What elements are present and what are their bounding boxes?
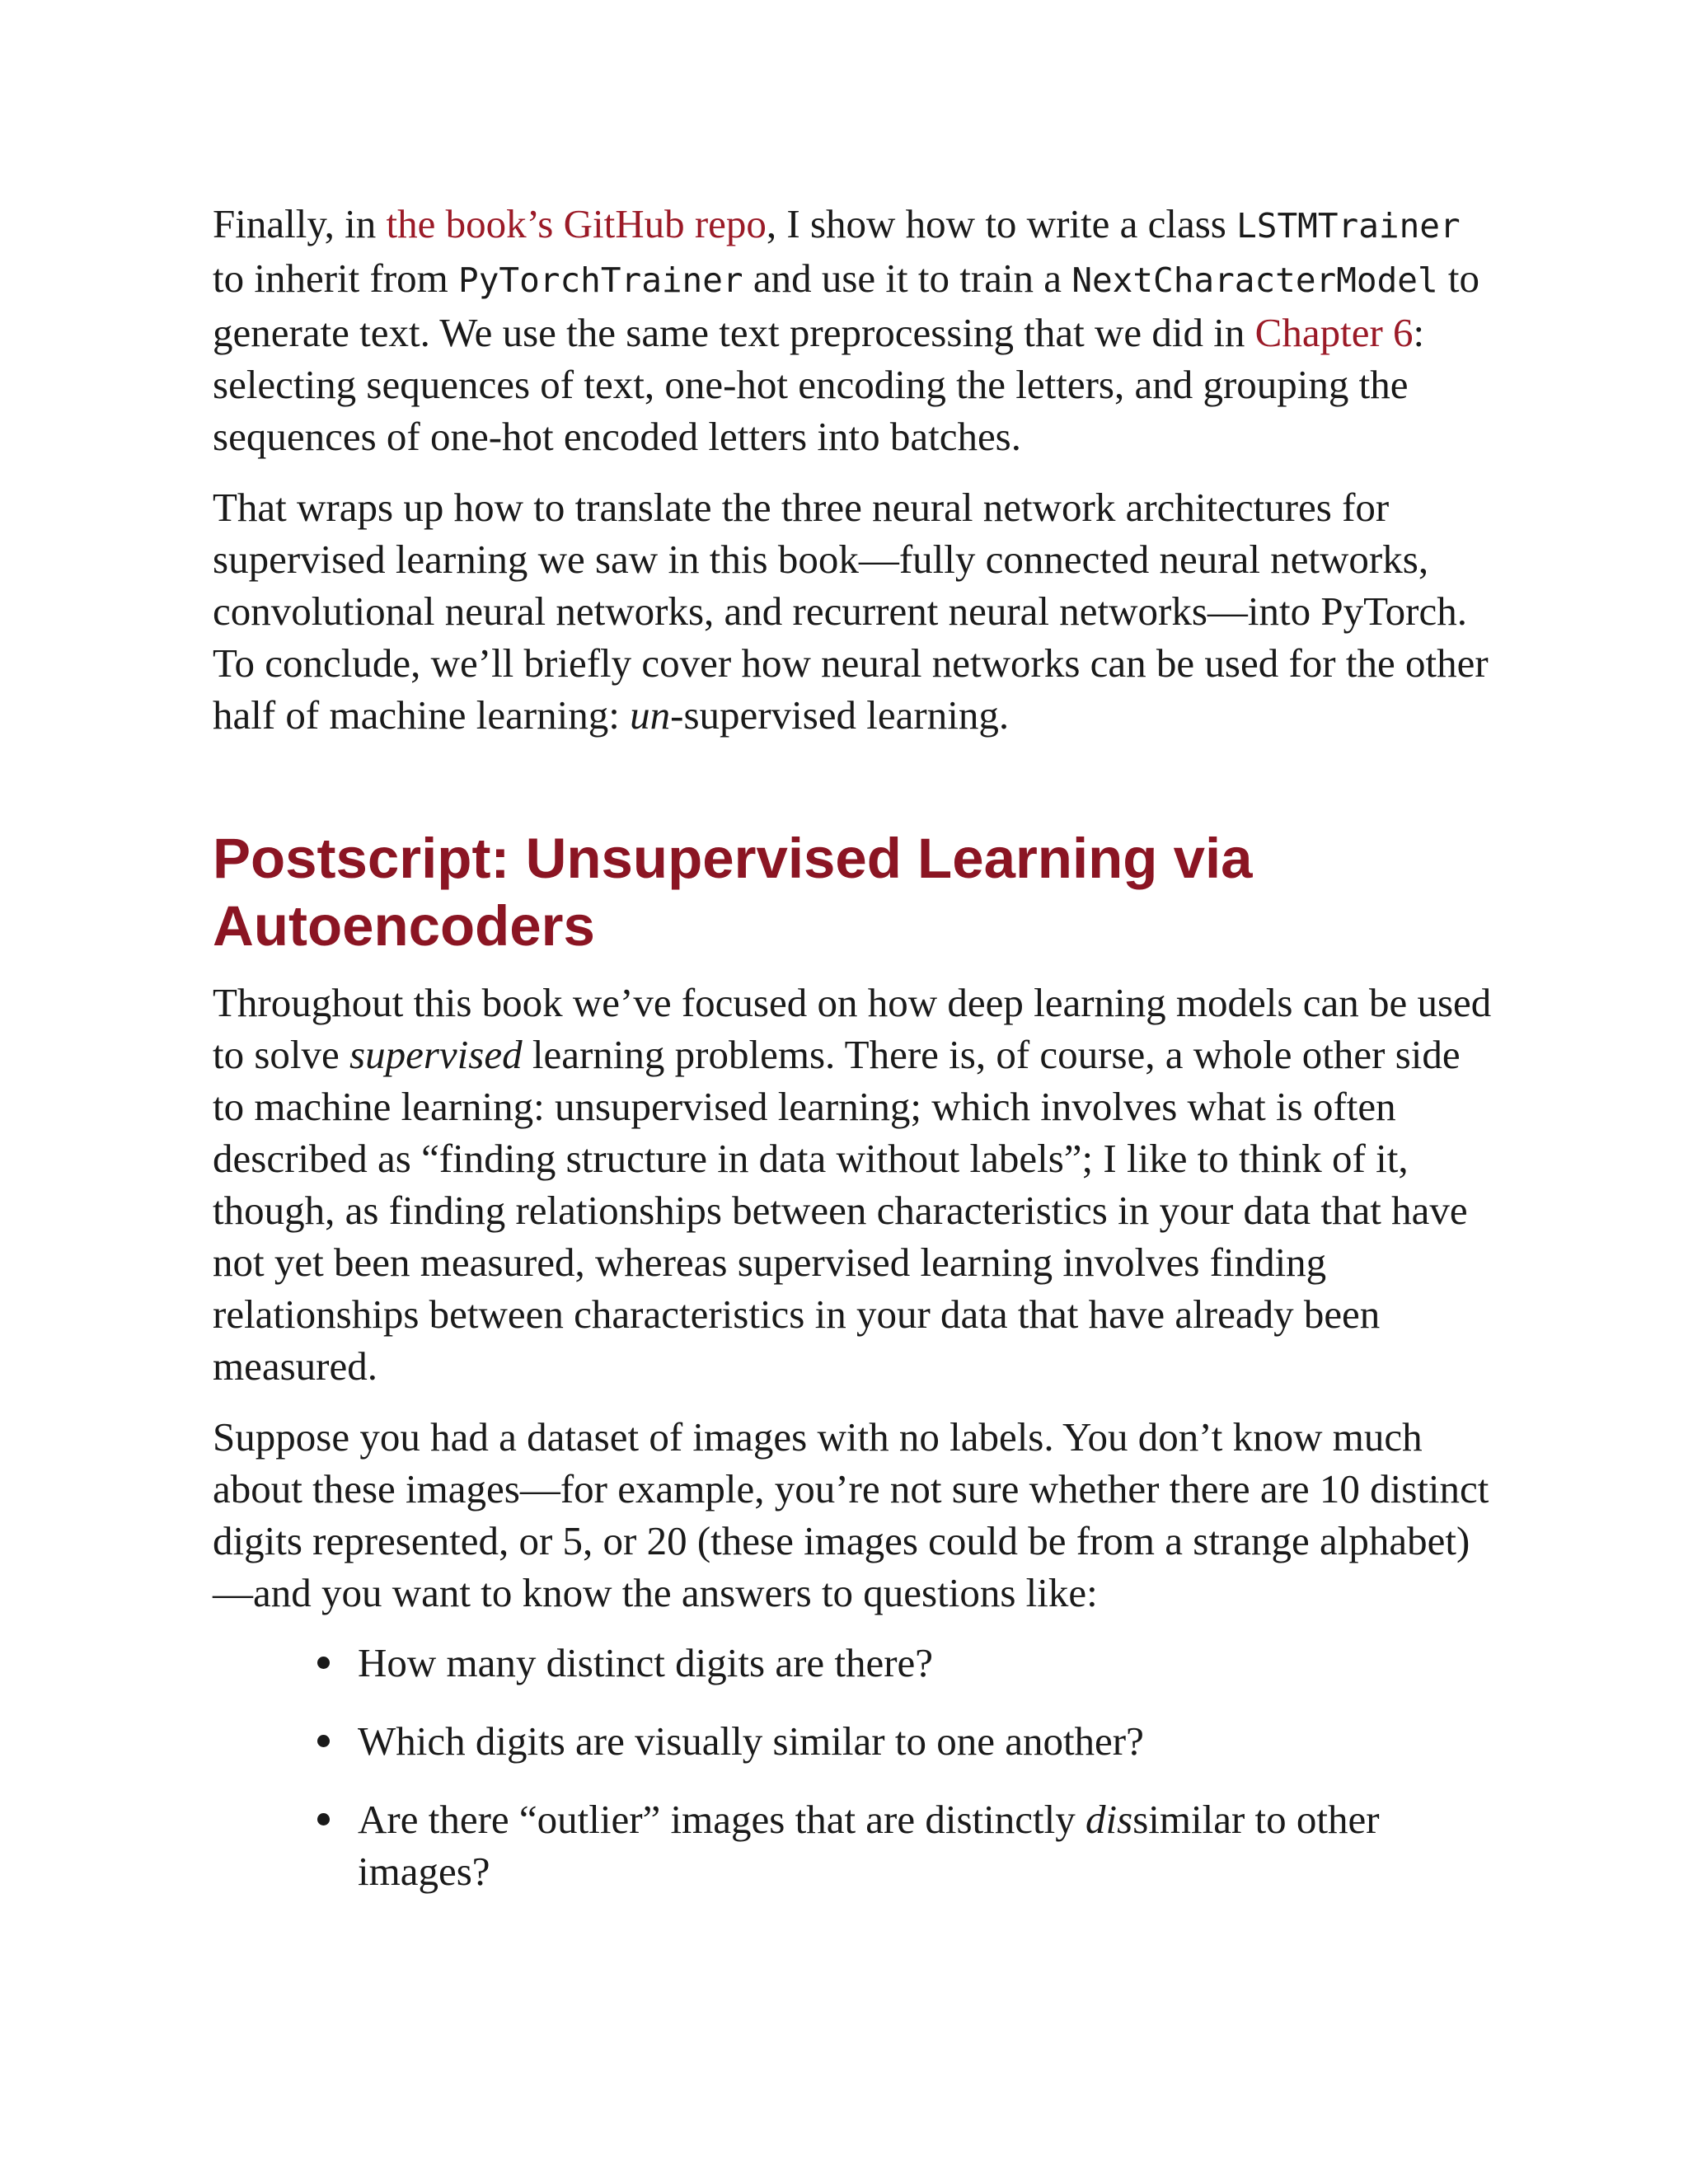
paragraph-unsupervised-intro (213, 977, 1498, 1392)
code-lstmtrainer: LSTMTrainer (1236, 206, 1461, 246)
emphasis-dis: dis (1085, 1797, 1133, 1842)
text-run: , I show how to write a class (766, 201, 1237, 246)
list-item-text: Which digits are visually similar to one another? (358, 1718, 1144, 1764)
bullet-icon (317, 1813, 330, 1825)
github-repo-link[interactable]: the book’s GitHub repo (386, 201, 767, 246)
list-item (358, 1793, 1498, 1897)
paragraph-unlabeled-images (213, 1411, 1498, 1619)
section-heading: Postscript: Unsupervised Learning via Autoencoders (213, 827, 1253, 958)
code-pytorchtrainer: PyTorchTrainer (458, 260, 743, 300)
list-item (358, 1715, 1498, 1767)
list-item (358, 1637, 1498, 1689)
list-item-text: similar to other images? (358, 1797, 1380, 1894)
paragraph-lstm-trainer (213, 198, 1498, 462)
emphasis-un: un (630, 692, 671, 738)
text-run: Throughout this book we’ve focused on how deep learning models can be used to solve (213, 980, 1492, 1077)
chapter-6-link[interactable]: Chapter 6 (1254, 310, 1414, 355)
bullet-icon (317, 1657, 330, 1669)
text-run: and use it to train a (743, 255, 1072, 301)
text-run: That wraps up how to translate the three neural network architectures for supervised learning we saw in this book—fully connected neural networks, convolutional neural networks, and recurrent neural networks—into PyTorch. To conclude, we’ll briefly cover how neural networks can be used for the other half of machine learning: (213, 485, 1489, 738)
page-content (213, 198, 1498, 1924)
code-nextcharactermodel: NextCharacterModel (1071, 260, 1438, 300)
text-run: : selecting sequences of text, one-hot encoding the letters, and grouping the sequences of one-hot encoded letters into batches. (213, 310, 1425, 459)
text-run: to inherit from (213, 255, 459, 301)
bullet-icon (317, 1735, 330, 1747)
text-run: -supervised learning. (670, 692, 1010, 738)
text-run: to generate text. We use the same text preprocessing that we did in (213, 255, 1480, 355)
question-list (213, 1637, 1498, 1897)
text-run: Suppose you had a dataset of images with no labels. You don’t know much about these images—for example, you’re not sure whether there are 10 distinct digits represented, or 5, or 20 (these images could be from a strange alphabet)—and you want to know the answers to questions like: (213, 1414, 1489, 1615)
list-item-text: Are there “outlier” images that are distinctly (358, 1797, 1086, 1842)
emphasis-supervised: supervised (349, 1032, 523, 1077)
paragraph-architectures-summary (213, 481, 1498, 741)
text-run: Finally, in (213, 201, 387, 246)
list-item-text: How many distinct digits are there? (358, 1640, 934, 1685)
text-run: learning problems. There is, of course, a whole other side to machine learning: unsupervised learning; which involves what is often described as “finding structure in data without labels”; I like to think of it, though, as finding relationships between characteristics in your data that have not yet been measured, whereas supervised learning involves finding relationships between characteristics in your data that have already been measured. (213, 1032, 1468, 1389)
